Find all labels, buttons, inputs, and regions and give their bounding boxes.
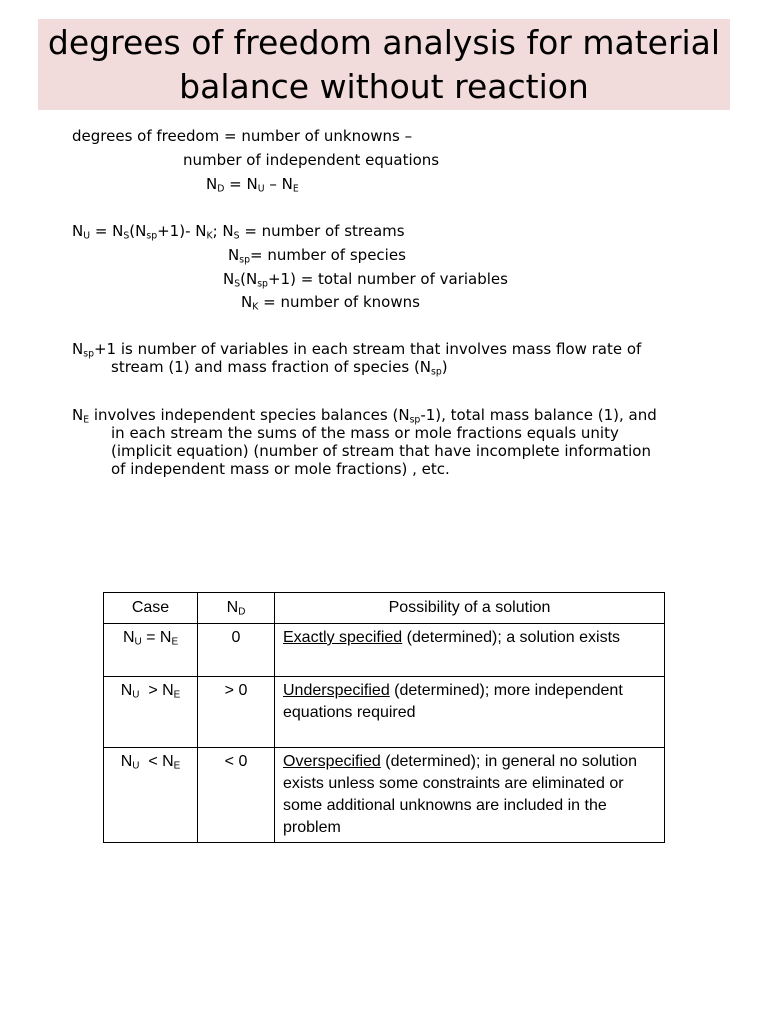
ne-b-sub: sp xyxy=(409,414,421,426)
nu-l2-b: = number of species xyxy=(249,246,406,264)
nsp-a-sub: sp xyxy=(83,348,94,360)
case-n: N xyxy=(122,629,135,646)
nu-definition-line-3 xyxy=(223,270,508,288)
nsp-line-1 xyxy=(72,340,712,358)
case-e-sub: E xyxy=(173,760,181,772)
nu-l3-c: +1) = total number of variables xyxy=(267,270,508,288)
definition-line-1: degrees of freedom = number of unknowns – xyxy=(72,127,413,145)
nsp-c-sub: sp xyxy=(431,366,442,378)
ne-b: involves independent species balances (N xyxy=(89,406,410,424)
case-cell xyxy=(104,677,198,748)
nsp-b: +1 is number of variables in each stream that involves mass flow rate of xyxy=(93,340,642,358)
ne-line-3: (implicit equation) (number of stream that have incomplete information xyxy=(111,442,651,460)
ne-a-sub: E xyxy=(83,414,90,426)
eq-ne-sub: E xyxy=(292,183,299,195)
case-u-sub: U xyxy=(132,760,140,772)
ne-c: -1), total mass balance (1), and xyxy=(420,406,657,424)
header-nd-n: N xyxy=(226,599,239,616)
possibility-term: Underspecified xyxy=(283,682,390,699)
ne-line-2: in each stream the sums of the mass or mole fractions equals unity xyxy=(111,424,619,442)
possibility-cell xyxy=(275,748,665,843)
ne-line-4: of independent mass or mole fractions) , etc. xyxy=(111,460,450,478)
nu-l1-d-sub: K xyxy=(206,230,213,242)
nu-l1-a: N xyxy=(72,222,84,240)
case-u-sub: U xyxy=(134,636,142,648)
nu-l1-b: = N xyxy=(90,222,124,240)
case-n: N xyxy=(120,682,133,699)
case-op: = N xyxy=(141,629,172,646)
nu-definition-line-2 xyxy=(228,246,406,264)
nu-l1-c-sub: sp xyxy=(146,230,158,242)
case-cell xyxy=(104,748,198,843)
case-op: < N xyxy=(139,753,174,770)
nu-l3-b: (N xyxy=(240,270,258,288)
case-e-sub: E xyxy=(171,636,179,648)
nu-definition-line-4 xyxy=(241,293,420,311)
nsp-d: ) xyxy=(441,358,448,376)
nd-cell: 0 xyxy=(198,624,275,677)
header-case: Case xyxy=(104,593,198,624)
nd-equation xyxy=(206,175,299,193)
nsp-line-2 xyxy=(72,358,712,376)
eq-equals: = N xyxy=(224,175,258,193)
nu-l1-b-sub: S xyxy=(123,230,130,242)
ne-a: N xyxy=(72,406,84,424)
ne-line-1 xyxy=(72,406,712,424)
eq-nu-sub: U xyxy=(257,183,265,195)
case-u-sub: U xyxy=(132,689,140,701)
nu-l1-c: (N xyxy=(129,222,147,240)
nsp-paragraph xyxy=(72,340,712,376)
nu-l3-a: N xyxy=(223,270,235,288)
nu-l2-a-sub: sp xyxy=(239,254,250,266)
eq-minus: – N xyxy=(264,175,293,193)
header-nd xyxy=(198,593,275,624)
table-header-row xyxy=(104,593,665,624)
eq-nd-sub: D xyxy=(217,183,225,195)
case-cell xyxy=(104,624,198,677)
header-nd-sub: D xyxy=(238,606,246,618)
ne-paragraph xyxy=(72,406,712,478)
title-line-2: balance without reaction xyxy=(179,67,589,106)
nu-definition-line-1 xyxy=(72,222,405,240)
nsp-c: stream (1) and mass fraction of species (N xyxy=(111,358,432,376)
table-row xyxy=(104,677,665,748)
nsp-a: N xyxy=(72,340,84,358)
possibility-term: Overspecified xyxy=(283,753,381,770)
nd-cell: < 0 xyxy=(198,748,275,843)
nu-l1-e-sub: S xyxy=(233,230,240,242)
possibility-desc: (determined); a solution exists xyxy=(402,629,621,646)
header-possibility: Possibility of a solution xyxy=(275,593,665,624)
nu-l1-f: = number of streams xyxy=(239,222,405,240)
nu-l4-a: N xyxy=(241,293,253,311)
nu-l4-b: = number of knowns xyxy=(258,293,420,311)
nu-l1-a-sub: U xyxy=(83,230,91,242)
slide-title xyxy=(38,19,730,110)
possibility-term: Exactly specified xyxy=(283,629,403,646)
case-e-sub: E xyxy=(173,689,181,701)
title-line-1: degrees of freedom analysis for material xyxy=(47,23,721,62)
table-row xyxy=(104,748,665,843)
case-op: > N xyxy=(139,682,174,699)
definition-line-2: number of independent equations xyxy=(183,151,440,169)
possibility-cell xyxy=(275,677,665,748)
degrees-of-freedom-table xyxy=(103,592,665,843)
nd-cell: > 0 xyxy=(198,677,275,748)
nu-l2-a: N xyxy=(228,246,240,264)
nu-l3-a-sub: S xyxy=(234,278,241,290)
case-n: N xyxy=(120,753,133,770)
table-row xyxy=(104,624,665,677)
nu-l1-d: +1)- N xyxy=(157,222,207,240)
possibility-cell xyxy=(275,624,665,677)
nu-l3-b-sub: sp xyxy=(257,278,268,290)
possibility-desc: (determined); in general no solution exists unless some constraints are eliminated or some additional unknowns are included in the problem xyxy=(283,753,637,836)
eq-nd: N xyxy=(206,175,218,193)
possibility-desc: (determined); more independent equations required xyxy=(283,682,623,721)
nu-l4-a-sub: K xyxy=(252,301,259,313)
nu-l1-e: ; N xyxy=(212,222,234,240)
